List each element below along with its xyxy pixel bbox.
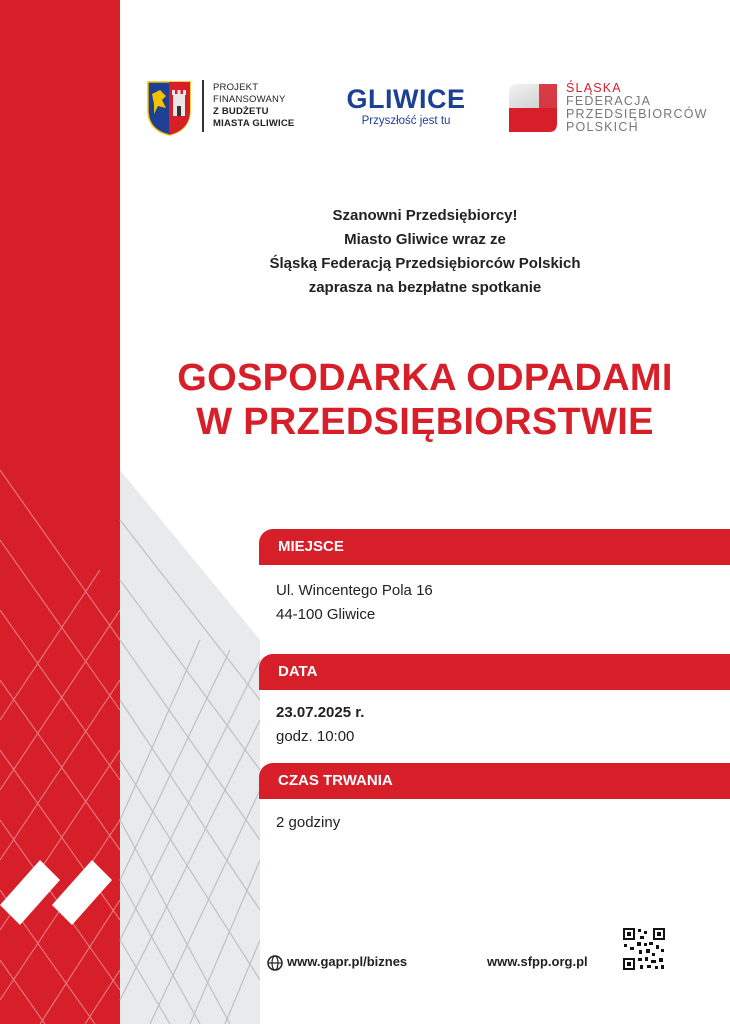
footer-link-gapr[interactable] [267,952,407,972]
intro-line: zaprasza na bezpłatne spotkanie [308,279,542,296]
time-value: godz. 10:00 [276,728,355,745]
project-funding-text [213,82,294,130]
place-header: MIEJSCE [259,529,730,565]
qr-code-icon[interactable] [622,927,666,971]
footer-link-sfpp[interactable] [487,952,588,972]
place-line: 44-100 Gliwice [276,606,376,623]
date-header: DATA [259,654,730,690]
duration-header: CZAS TRWANIA [259,763,730,799]
gliwice-name: GLIWICE [346,84,466,114]
sfpp-line: PRZEDSIĘBIORCÓW [566,107,708,121]
date-info [276,701,364,749]
place-info [276,579,433,627]
footer-link-text: www.gapr.pl/biznes [287,954,408,969]
title-line: W PRZEDSIĘBIORSTWIE [196,401,654,443]
footer-link-text: www.sfpp.org.pl [487,954,588,969]
intro-text [180,204,670,300]
stripe-2 [52,860,112,925]
sfpp-line: ŚLĄSKA [566,81,622,95]
duration-info [276,811,340,835]
title-line: GOSPODARKA ODPADAMI [177,357,673,399]
logo-row [0,78,730,138]
intro-line: Śląską Federacją Przedsiębiorców Polskich [269,255,581,272]
intro-line: Szanowni Przedsiębiorcy! [332,207,518,224]
sfpp-line: FEDERACJA [566,94,652,108]
crest-icon [146,80,192,136]
sfpp-flag-icon [509,84,557,132]
date-value: 23.07.2025 r. [276,704,365,721]
project-line: Z BUDŻETU [213,106,269,117]
facade-graphic [0,0,260,1024]
place-line: Ul. Wincentego Pola 16 [276,582,433,599]
event-title [120,356,730,444]
intro-line: Miasto Gliwice wraz ze [344,231,506,248]
gliwice-tagline: Przyszłość jest tu [361,115,451,127]
globe-icon [267,955,283,971]
duration-value: 2 godziny [276,814,341,831]
sfpp-line: POLSKICH [566,120,639,134]
project-line: FINANSOWANY [213,94,286,105]
sfpp-text [566,82,708,134]
project-line: MIASTA GLIWICE [213,118,295,129]
gliwice-logo [344,84,468,128]
project-divider [202,80,204,132]
project-line: PROJEKT [213,82,259,93]
